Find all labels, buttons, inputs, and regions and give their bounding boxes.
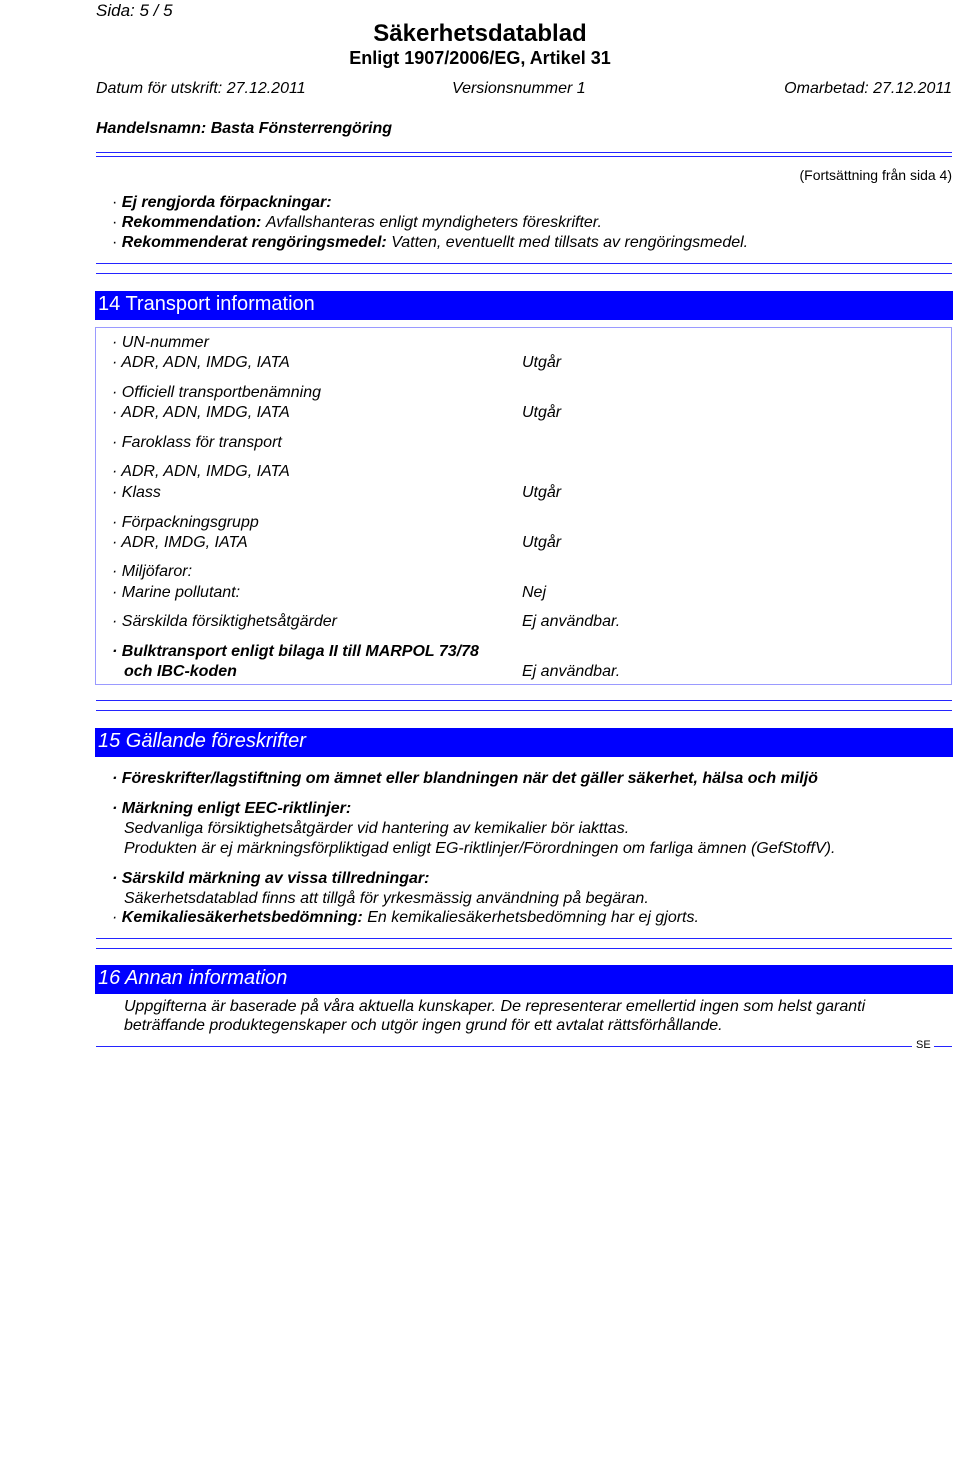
section-16-title: 16 Annan information [98,967,288,989]
special-labelling-text: Säkerhetsdatablad finns att tillgå för yrkesmässig användning på begäran. [124,890,649,907]
labelling-text-2: Produkten är ej märkningsförpliktigad enligt EG-riktlinjer/Förordningen om farliga ämnen (GefStoffV). [124,840,836,857]
revised-date: Omarbetad: 27.12.2011 [784,80,952,97]
un-number-label: · UN-nummer [112,334,209,351]
section-14-title: 14 Transport information [98,293,315,315]
bulk-transport-value: Ej användbar. [522,663,621,680]
header-divider-2 [96,156,952,157]
divider [96,948,952,949]
trade-name: Handelsnamn: Basta Fönsterrengöring [96,120,393,137]
header-divider [96,152,952,153]
recommendation-label: Rekommendation: [121,214,262,231]
transport-box [95,327,952,685]
divider [96,938,952,939]
other-info-text-1: Uppgifterna är baserade på våra aktuella kunskaper. De representerar emellertid ingen som helst garanti [124,998,866,1015]
uncleaned-packaging-label: Ej rengjorda förpackningar: [121,194,332,211]
document-title: Säkerhetsdatablad [373,20,587,47]
environmental-hazards-label: · Miljöfaror: [112,563,193,580]
chemical-safety-label: Kemikaliesäkerhetsbedömning: [121,909,363,926]
marine-pollutant-label: · Marine pollutant: [112,584,241,601]
print-date: Datum för utskrift: 27.12.2011 [96,80,306,97]
section-16-header [95,965,953,994]
shipping-name-value: Utgår [522,404,562,421]
bulk-transport-label-2: och IBC-koden [124,663,237,680]
intro-line-2: · Rekommendation: Avfallshanteras enligt myndigheters föreskrifter. [112,214,602,231]
country-code: SE [916,1039,931,1051]
labelling-label: · Märkning enligt EEC-riktlinjer: [112,800,352,817]
hazard-class-value: Utgår [522,484,562,501]
divider [96,273,952,274]
section-15-title: 15 Gällande föreskrifter [98,730,306,752]
section-15-header [95,728,953,757]
hazard-class-klass: · Klass [112,484,161,501]
labelling-text-1: Sedvanliga försiktighetsåtgärder vid hantering av kemikalier bör iakttas. [124,820,630,837]
special-labelling-label: · Särskild märkning av vissa tillredningar: [112,870,430,887]
divider [96,700,952,701]
version-number: Versionsnummer 1 [452,80,586,97]
shipping-name-label: · Officiell transportbenämning [112,384,321,401]
hazard-class-regs: · ADR, ADN, IMDG, IATA [112,463,290,480]
chemical-safety-line: · Kemikaliesäkerhetsbedömning: En kemikaliesäkerhetsbedömning har ej gjorts. [112,909,699,926]
shipping-name-regs: · ADR, ADN, IMDG, IATA [112,404,290,421]
intro-line-1: · Ej rengjorda förpackningar: [112,194,332,211]
footer-divider-left [96,1046,912,1047]
other-info-text-2: beträffande produktegenskaper och utgör ingen grund för ett avtalat rättsförhållande. [124,1017,723,1034]
recommendation-value: Avfallshanteras enligt myndigheters föreskrifter. [265,214,602,231]
marine-pollutant-value: Nej [522,584,547,601]
document-subtitle: Enligt 1907/2006/EG, Artikel 31 [349,48,611,68]
regulations-line: · Föreskrifter/lagstiftning om ämnet eller blandningen när det gäller säkerhet, hälsa och miljö [112,770,818,787]
un-number-regs: · ADR, ADN, IMDG, IATA [112,354,290,371]
cleaning-agent-value: Vatten, eventuellt med tillsats av rengöringsmedel. [391,234,749,251]
special-precautions-value: Ej användbar. [522,613,621,630]
bulk-transport-label: · Bulktransport enligt bilaga II till MARPOL 73/78 [112,643,479,660]
packing-group-regs: · ADR, IMDG, IATA [112,534,248,551]
un-number-value: Utgår [522,354,562,371]
divider [96,263,952,264]
special-precautions-label: · Särskilda försiktighetsåtgärder [112,613,337,630]
packing-group-value: Utgår [522,534,562,551]
intro-line-3: · Rekommenderat rengöringsmedel: Vatten, eventuellt med tillsats av rengöringsmedel. [112,234,749,251]
page-number: Sida: 5 / 5 [96,1,173,20]
footer-divider-right [934,1046,952,1047]
chemical-safety-value: En kemikaliesäkerhetsbedömning har ej gjorts. [367,909,699,926]
packing-group-label: · Förpackningsgrupp [112,514,259,531]
section-14-header [95,291,953,320]
divider [96,710,952,711]
cleaning-agent-label: Rekommenderat rengöringsmedel: [121,234,387,251]
continuation-note: (Fortsättning från sida 4) [799,167,952,183]
hazard-class-label: · Faroklass för transport [112,434,282,451]
